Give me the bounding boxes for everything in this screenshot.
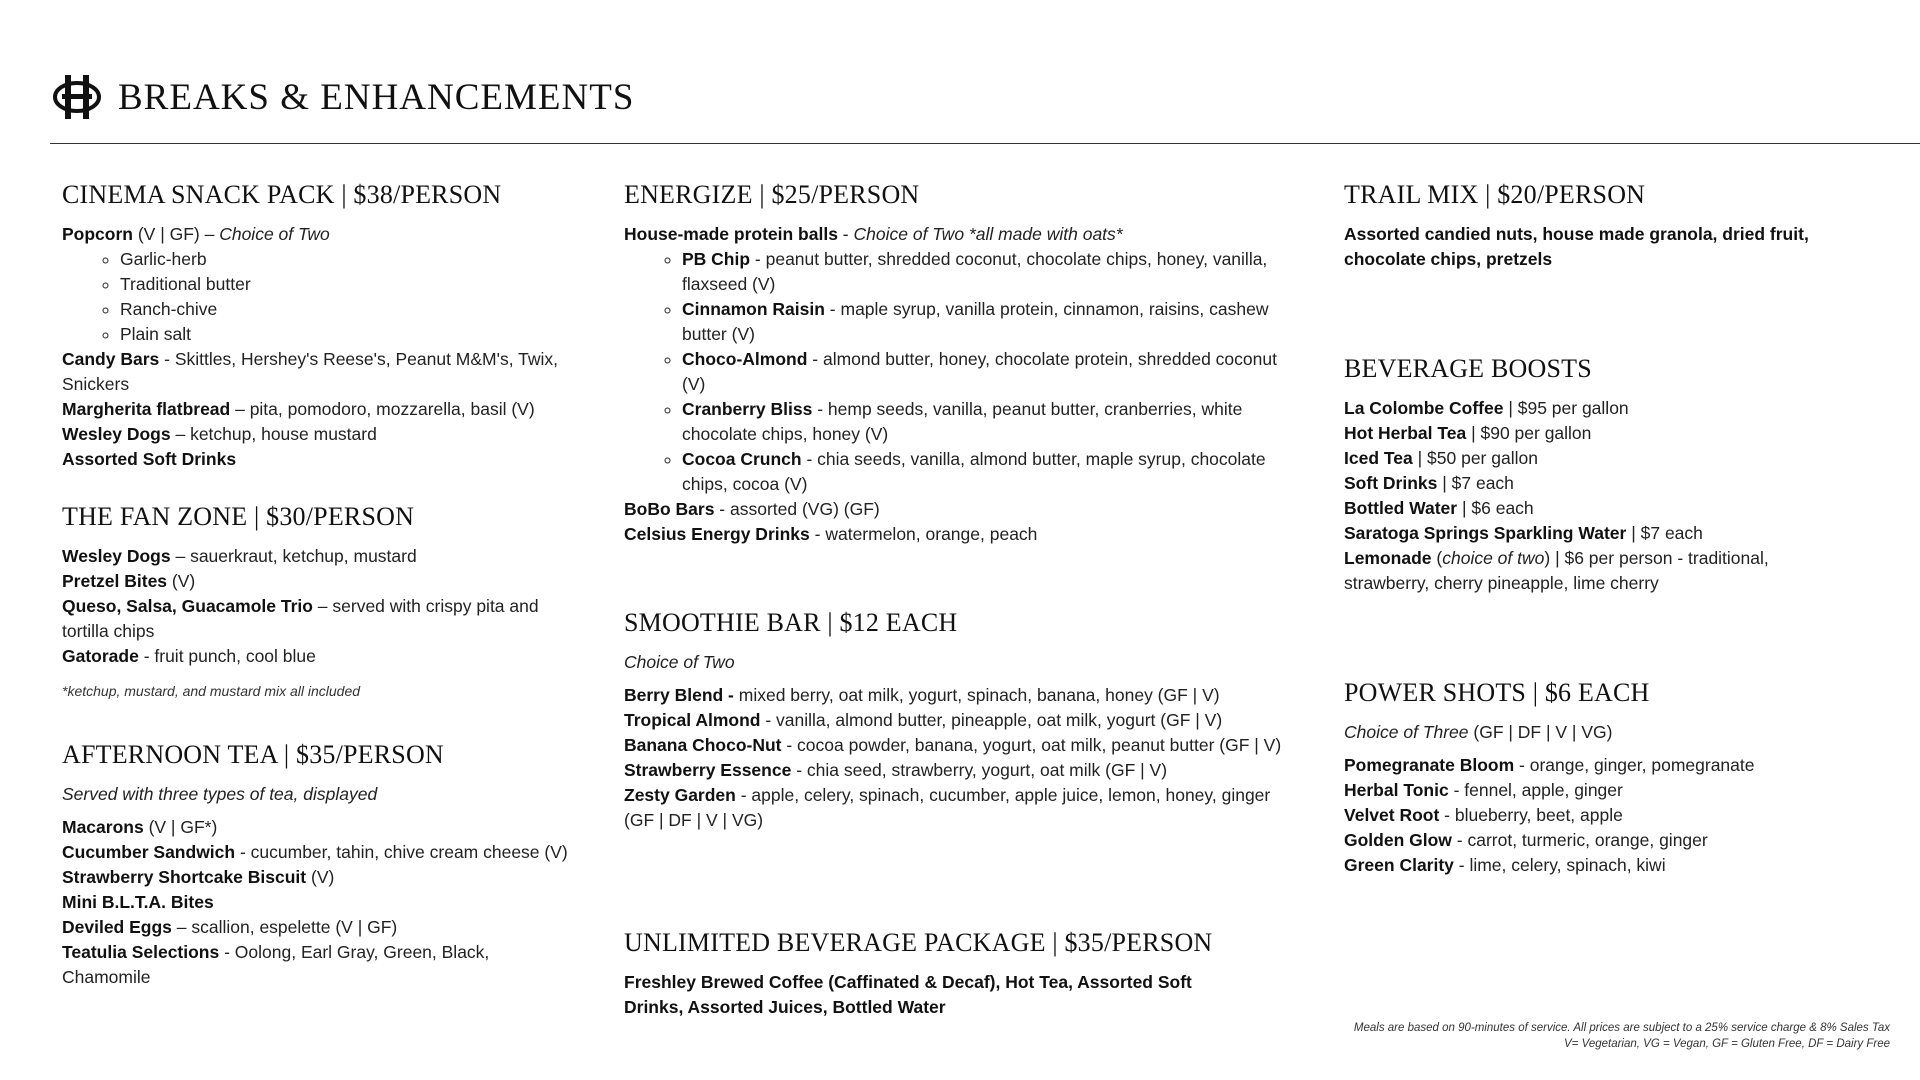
section-beverage-boosts bbox=[1344, 354, 1904, 596]
section-title: ENERGIZE | $25/PERSON bbox=[624, 180, 920, 209]
menu-item: Macarons (V | GF*) bbox=[62, 817, 218, 837]
monogram-logo-icon bbox=[50, 73, 104, 121]
menu-item: Assorted Soft Drinks bbox=[62, 449, 237, 469]
section-trail-mix bbox=[1344, 180, 1904, 272]
menu-item: Queso, Salsa, Guacamole Trio – served with crispy pita and tortilla chips bbox=[62, 596, 539, 641]
menu-item: Margherita flatbread – pita, pomodoro, mozzarella, basil (V) bbox=[62, 399, 535, 419]
menu-item: Deviled Eggs – scallion, espelette (V | GF) bbox=[62, 917, 398, 937]
menu-item: Iced Tea | $50 per gallon bbox=[1344, 448, 1538, 468]
section-title: THE FAN ZONE | $30/PERSON bbox=[62, 502, 415, 531]
header-divider bbox=[50, 143, 1920, 144]
section-afternoon-tea bbox=[62, 740, 582, 990]
section-title: SMOOTHIE BAR | $12 EACH bbox=[624, 608, 958, 637]
list-item: ◦ Cinnamon Raisin - maple syrup, vanilla protein, cinnamon, raisins, cashew butter (V) bbox=[682, 297, 1284, 347]
list-item: ◦ Cocoa Crunch - chia seeds, vanilla, almond butter, maple syrup, chocolate chips, cocoa (V) bbox=[682, 447, 1284, 497]
menu-item: Banana Choco-Nut - cocoa powder, banana, yogurt, oat milk, peanut butter (GF | V) bbox=[624, 735, 1282, 755]
protein-ball-list bbox=[624, 247, 1284, 497]
menu-item: BoBo Bars - assorted (VG) (GF) bbox=[624, 499, 880, 519]
list-item: ◦ Cranberry Bliss - hemp seeds, vanilla, peanut butter, cranberries, white chocolate chips, honey (V) bbox=[682, 397, 1284, 447]
section-cinema-snack-pack bbox=[62, 180, 582, 472]
menu-item: Hot Herbal Tea | $90 per gallon bbox=[1344, 423, 1592, 443]
section-subtitle: Choice of Two bbox=[624, 652, 735, 672]
menu-item: Gatorade - fruit punch, cool blue bbox=[62, 646, 316, 666]
menu-item: Saratoga Springs Sparkling Water | $7 each bbox=[1344, 523, 1703, 543]
section-title: POWER SHOTS | $6 EACH bbox=[1344, 678, 1650, 707]
section-energize bbox=[624, 180, 1284, 547]
section-unlimited-beverage bbox=[624, 928, 1284, 1020]
menu-item: Soft Drinks | $7 each bbox=[1344, 473, 1514, 493]
menu-item: La Colombe Coffee | $95 per gallon bbox=[1344, 398, 1629, 418]
menu-item: Tropical Almond - vanilla, almond butter, pineapple, oat milk, yogurt (GF | V) bbox=[624, 710, 1223, 730]
section-subtitle: Choice of Three (GF | DF | V | VG) bbox=[1344, 722, 1613, 742]
list-item: ◦ PB Chip - peanut butter, shredded coconut, chocolate chips, honey, vanilla, flaxseed (V) bbox=[682, 247, 1284, 297]
section-title: CINEMA SNACK PACK | $38/PERSON bbox=[62, 180, 502, 209]
menu-item: Wesley Dogs – ketchup, house mustard bbox=[62, 424, 377, 444]
menu-item: Golden Glow - carrot, turmeric, orange, ginger bbox=[1344, 830, 1708, 850]
section-title: AFTERNOON TEA | $35/PERSON bbox=[62, 740, 444, 769]
menu-item: Assorted candied nuts, house made granola, dried fruit, chocolate chips, pretzels bbox=[1344, 224, 1809, 269]
list-item: ◦ Ranch-chive bbox=[120, 297, 582, 322]
menu-item: Strawberry Essence - chia seed, strawberry, yogurt, oat milk (GF | V) bbox=[624, 760, 1168, 780]
menu-item-popcorn: Popcorn (V | GF) – Choice of Two bbox=[62, 224, 330, 244]
section-title: TRAIL MIX | $20/PERSON bbox=[1344, 180, 1646, 209]
menu-item-lemonade: Lemonade (choice of two) | $6 per person - traditional, strawberry, cherry pineapple, lime cherry bbox=[1344, 548, 1769, 593]
menu-item-protein-balls: House-made protein balls - Choice of Two *all made with oats* bbox=[624, 224, 1123, 244]
section-smoothie-bar bbox=[624, 608, 1284, 833]
menu-item: Zesty Garden - apple, celery, spinach, cucumber, apple juice, lemon, honey, ginger (GF | DF | V | VG) bbox=[624, 785, 1271, 830]
menu-item: Celsius Energy Drinks - watermelon, orange, peach bbox=[624, 524, 1038, 544]
menu-item: Freshley Brewed Coffee (Caffinated & Decaf), Hot Tea, Assorted Soft Drinks, Assorted Juices, Bottled Water bbox=[624, 972, 1192, 1017]
section-title: UNLIMITED BEVERAGE PACKAGE | $35/PERSON bbox=[624, 928, 1213, 957]
page-title: BREAKS & ENHANCEMENTS bbox=[118, 76, 635, 118]
menu-item: Bottled Water | $6 each bbox=[1344, 498, 1534, 518]
section-title: BEVERAGE BOOSTS bbox=[1344, 354, 1592, 383]
section-fan-zone bbox=[62, 502, 582, 699]
page-header bbox=[50, 72, 634, 122]
menu-item: Wesley Dogs – sauerkraut, ketchup, mustard bbox=[62, 546, 417, 566]
menu-item: Candy Bars - Skittles, Hershey's Reese's, Peanut M&M's, Twix, Snickers bbox=[62, 349, 558, 394]
menu-item: Herbal Tonic - fennel, apple, ginger bbox=[1344, 780, 1623, 800]
section-power-shots bbox=[1344, 678, 1904, 878]
pricing-footnote bbox=[1354, 1020, 1890, 1052]
list-item: ◦ Traditional butter bbox=[120, 272, 582, 297]
list-item: ◦ Choco-Almond - almond butter, honey, chocolate protein, shredded coconut (V) bbox=[682, 347, 1284, 397]
menu-item: Cucumber Sandwich - cucumber, tahin, chive cream cheese (V) bbox=[62, 842, 568, 862]
menu-item: Berry Blend - mixed berry, oat milk, yogurt, spinach, banana, honey (GF | V) bbox=[624, 685, 1220, 705]
menu-item: Velvet Root - blueberry, beet, apple bbox=[1344, 805, 1623, 825]
section-note: *ketchup, mustard, and mustard mix all included bbox=[62, 683, 361, 699]
menu-item: Green Clarity - lime, celery, spinach, kiwi bbox=[1344, 855, 1666, 875]
menu-item: Pretzel Bites (V) bbox=[62, 571, 196, 591]
list-item: ◦ Plain salt bbox=[120, 322, 582, 347]
footnote-line: V= Vegetarian, VG = Vegan, GF = Gluten Free, DF = Dairy Free bbox=[1564, 1038, 1890, 1050]
section-subtitle: Served with three types of tea, displayed bbox=[62, 784, 378, 804]
menu-item: Pomegranate Bloom - orange, ginger, pomegranate bbox=[1344, 755, 1755, 775]
menu-item: Teatulia Selections - Oolong, Earl Gray, Green, Black, Chamomile bbox=[62, 942, 490, 987]
popcorn-flavor-list bbox=[62, 247, 582, 347]
menu-item: Mini B.L.T.A. Bites bbox=[62, 892, 214, 912]
list-item: ◦ Garlic-herb bbox=[120, 247, 582, 272]
footnote-line: Meals are based on 90-minutes of service. All prices are subject to a 25% service charge & 8% Sales Tax bbox=[1353, 1022, 1890, 1034]
menu-item: Strawberry Shortcake Biscuit (V) bbox=[62, 867, 335, 887]
